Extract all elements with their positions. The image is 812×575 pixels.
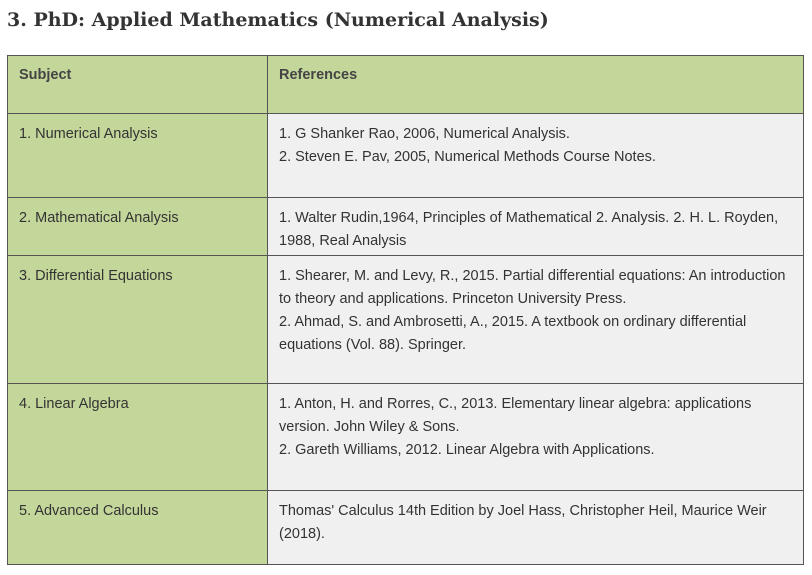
- subject-cell: 5. Advanced Calculus: [8, 491, 268, 565]
- references-cell: [268, 198, 804, 256]
- references-cell: [268, 256, 804, 384]
- table-row: [8, 384, 804, 491]
- reference-entry: Thomas' Calculus 14th Edition by Joel Hass, Christopher Heil, Maurice Weir (2018).: [279, 503, 767, 542]
- table-header-row: [8, 56, 804, 114]
- curriculum-table: [7, 55, 804, 565]
- reference-entry: 2. Steven E. Pav, 2005, Numerical Methods Course Notes.: [279, 149, 656, 165]
- table-row: [8, 114, 804, 198]
- subject-column-header: Subject: [8, 56, 268, 114]
- reference-entry: 1. Walter Rudin,1964, Principles of Mathematical 2. Analysis. 2. H. L. Royden, 1988, Real Analysis: [279, 210, 779, 249]
- subject-cell: 2. Mathematical Analysis: [8, 198, 268, 256]
- references-cell: [268, 384, 804, 491]
- references-column-header: References: [268, 56, 804, 114]
- subject-cell: 4. Linear Algebra: [8, 384, 268, 491]
- reference-entry: 2. Ahmad, S. and Ambrosetti, A., 2015. A textbook on ordinary differential equations (Vol. 88). Springer.: [279, 314, 747, 353]
- subject-cell: 1. Numerical Analysis: [8, 114, 268, 198]
- references-cell: [268, 114, 804, 198]
- reference-entry: 1. G Shanker Rao, 2006, Numerical Analysis.: [279, 126, 570, 142]
- subject-cell: 3. Differential Equations: [8, 256, 268, 384]
- table-row: [8, 198, 804, 256]
- reference-entry: 1. Anton, H. and Rorres, C., 2013. Elementary linear algebra: applications version. John Wiley & Sons.: [279, 396, 752, 435]
- reference-entry: 1. Shearer, M. and Levy, R., 2015. Partial differential equations: An introduction to theory and applications. Princeton University Press.: [279, 268, 786, 307]
- table-row: [8, 491, 804, 565]
- table-row: [8, 256, 804, 384]
- reference-entry: 2. Gareth Williams, 2012. Linear Algebra with Applications.: [279, 442, 655, 458]
- references-cell: [268, 491, 804, 565]
- page-heading: 3. PhD: Applied Mathematics (Numerical Analysis): [7, 9, 549, 31]
